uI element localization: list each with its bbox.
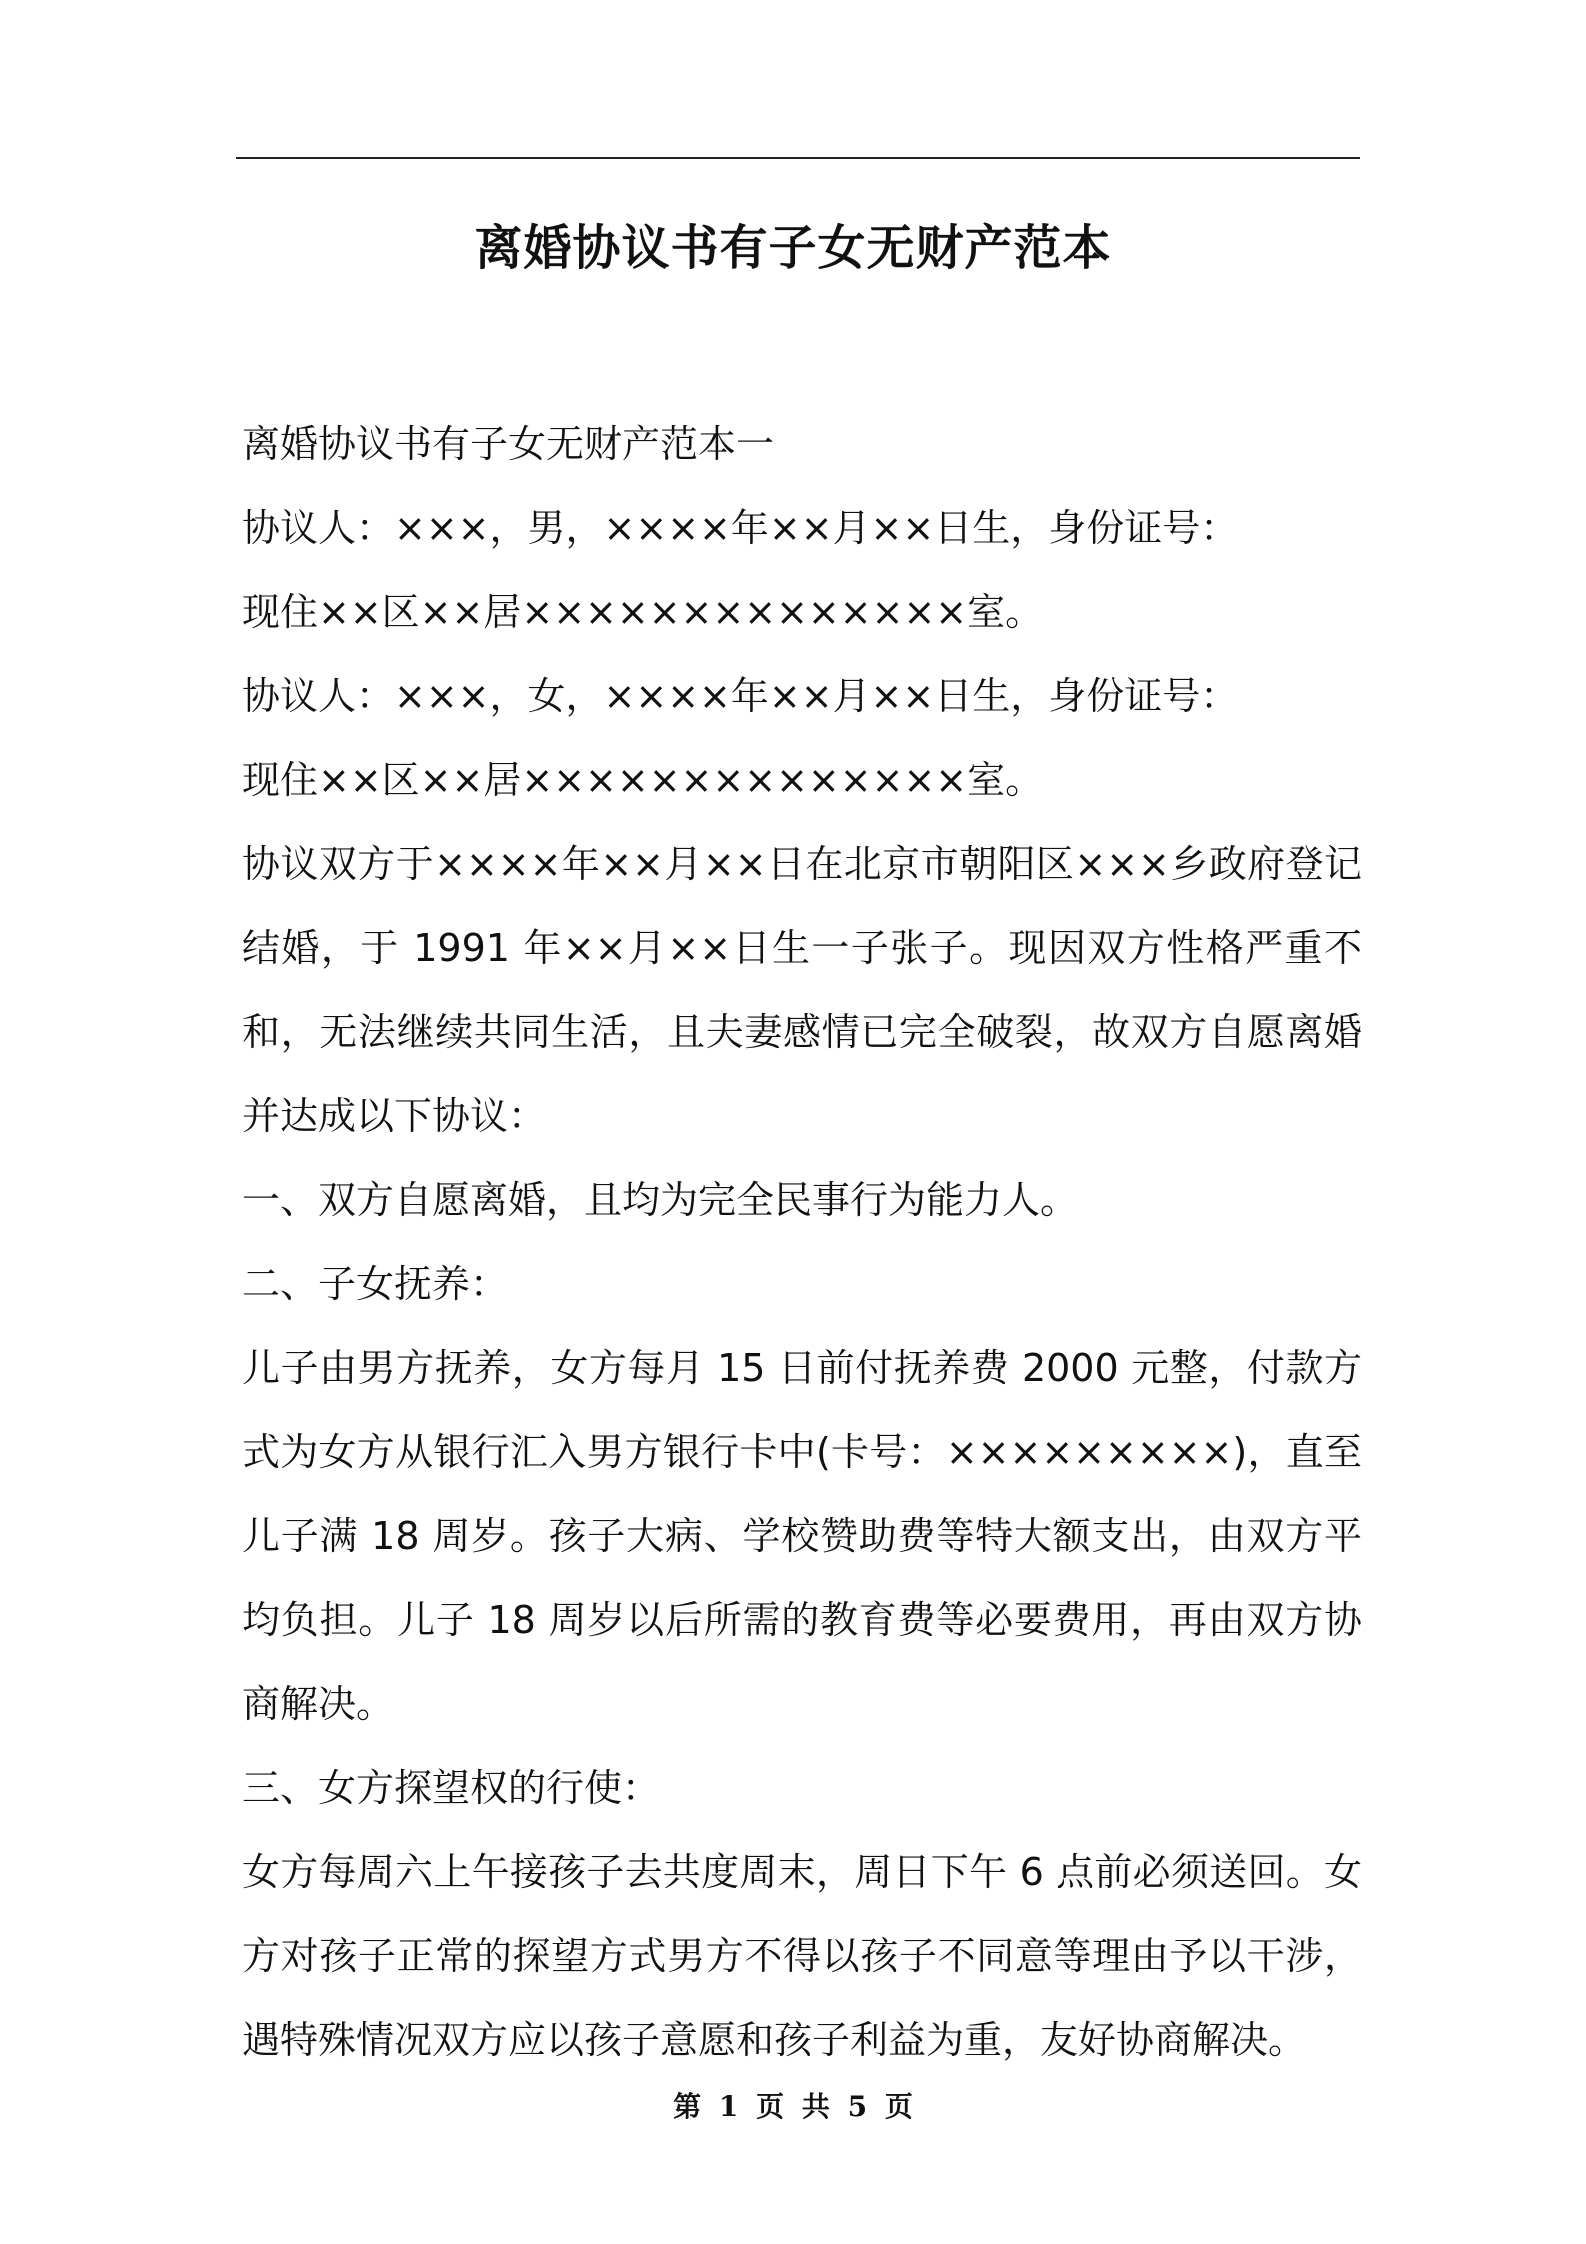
party-info-line: 协议人：×××，男，××××年××月××日生，身份证号： xyxy=(242,506,1239,550)
document-body xyxy=(242,402,1362,2082)
clause-heading: 三、女方探望权的行使： xyxy=(242,1766,661,1810)
party-address-line: 现住××区××居××××××××××××××室。 xyxy=(242,590,1044,634)
section-heading: 离婚协议书有子女无财产范本一 xyxy=(242,422,775,466)
document-title: 离婚协议书有子女无财产范本 xyxy=(474,220,1112,276)
body-paragraph: 儿子由男方抚养，女方每月 15 日前付抚养费 2000 元整，付款方式为女方从银行汇入男方银行卡中(卡号：×××××××××)，直至儿子满 18 周岁。孩子大病、学校赞助费等特大额支出，由双方平均负担。儿子 18 周岁以后所需的教育费等必要费用，再由双方协商解决。 xyxy=(242,1346,1362,1726)
body-paragraph: 协议双方于××××年××月××日在北京市朝阳区×××乡政府登记结婚，于 1991 年××月××日生一子张子。现因双方性格严重不和，无法继续共同生活，且夫妻感情已完全破裂，故双方自愿离婚并达成以下协议： xyxy=(242,842,1362,1138)
clause-heading: 一、双方自愿离婚，且均为完全民事行为能力人。 xyxy=(242,1178,1079,1222)
party-address-line: 现住××区××居××××××××××××××室。 xyxy=(242,758,1044,802)
body-paragraph: 女方每周六上午接孩子去共度周末，周日下午 6 点前必须送回。女方对孩子正常的探望方式男方不得以孩子不同意等理由予以干涉，遇特殊情况双方应以孩子意愿和孩子利益为重，友好协商解决。 xyxy=(242,1850,1362,2062)
page-number-footer: 第 1 页 共 5 页 xyxy=(673,2090,913,2123)
party-info-line: 协议人：×××，女，××××年××月××日生，身份证号： xyxy=(242,674,1239,718)
clause-heading: 二、子女抚养： xyxy=(242,1262,509,1306)
header-divider xyxy=(236,157,1360,159)
